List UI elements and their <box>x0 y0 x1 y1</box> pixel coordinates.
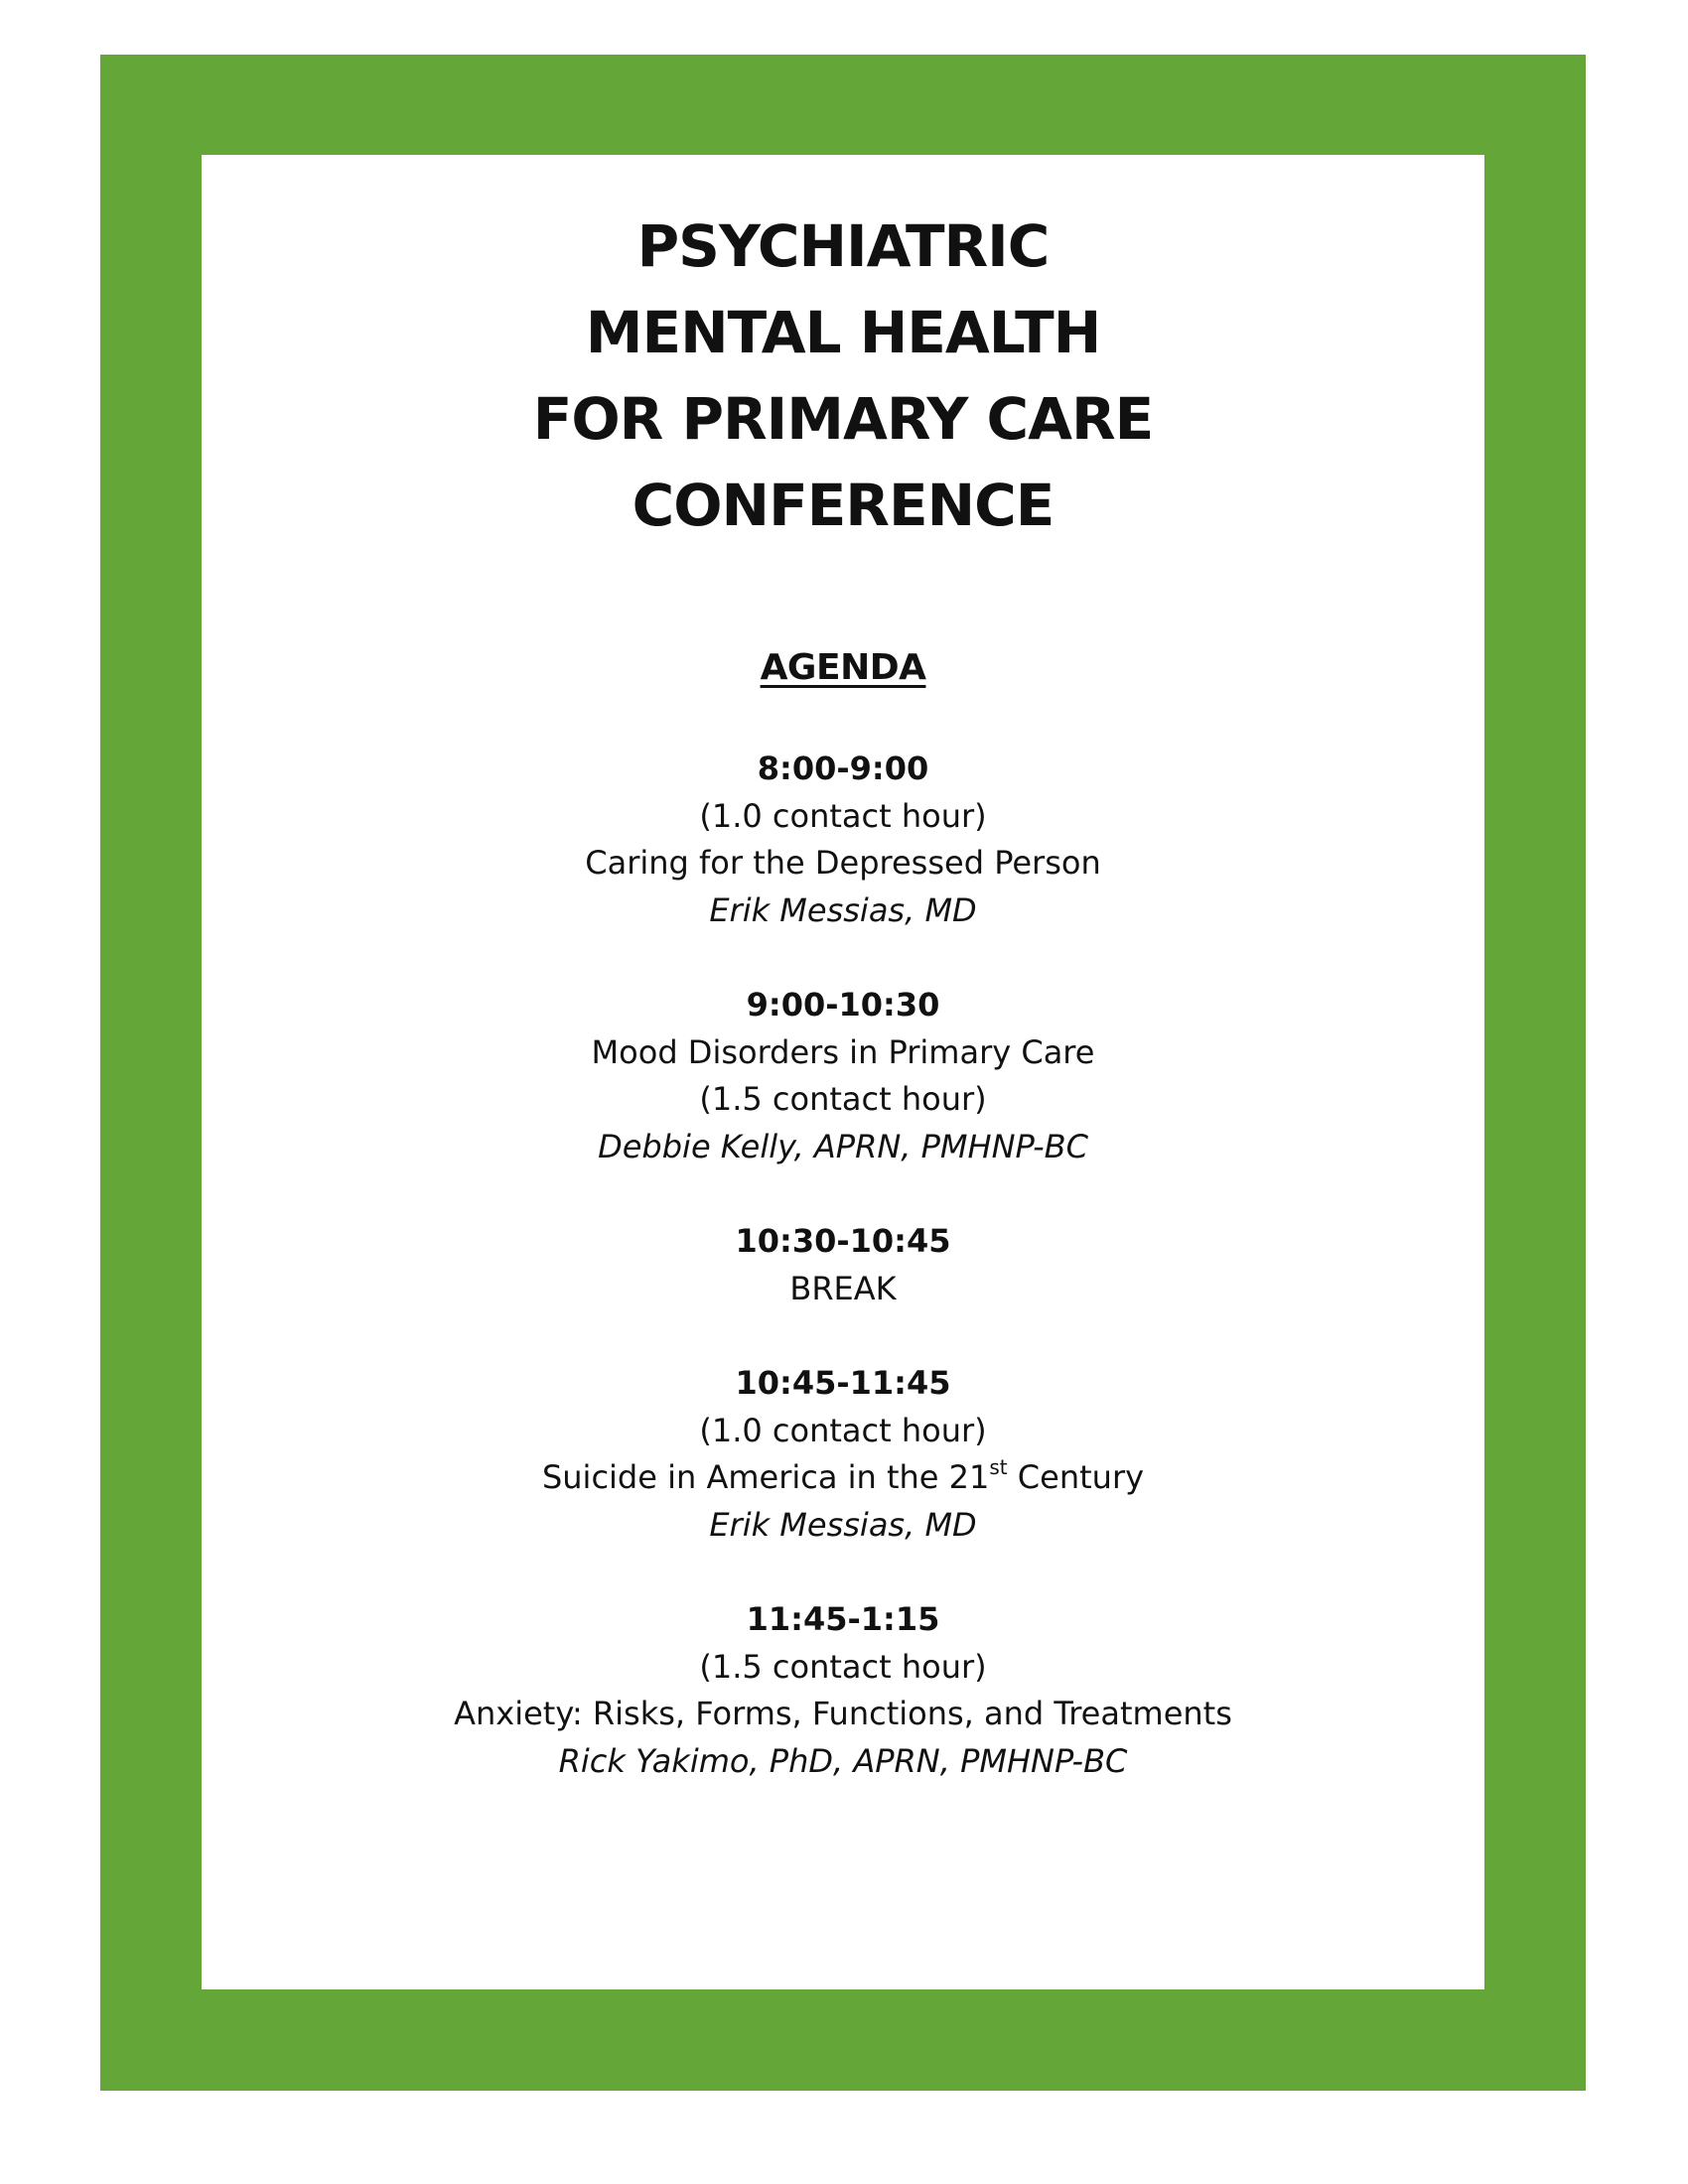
agenda-panel <box>202 155 1484 1989</box>
session-contact-hours: (1.0 contact hour) <box>699 796 987 835</box>
agenda-session <box>202 1596 1484 1785</box>
session-topic-text: Suicide in America in the 21 <box>541 1458 990 1496</box>
conference-title <box>202 155 1484 549</box>
session-time: 9:00-10:30 <box>746 986 940 1024</box>
agenda-heading: AGENDA <box>760 647 926 688</box>
session-contact-hours: (1.5 contact hour) <box>699 1080 987 1118</box>
session-time: 11:45-1:15 <box>746 1600 940 1638</box>
session-time: 8:00-9:00 <box>757 750 929 787</box>
title-line: PSYCHIATRIC <box>636 212 1050 280</box>
session-time: 10:30-10:45 <box>735 1222 951 1260</box>
agenda-session <box>202 746 1484 934</box>
agenda-list <box>202 746 1484 1785</box>
session-contact-hours: (1.5 contact hour) <box>699 1647 987 1686</box>
agenda-session <box>202 982 1484 1170</box>
session-topic: Anxiety: Risks, Forms, Functions, and Treatments <box>454 1695 1232 1732</box>
session-topic: BREAK <box>789 1269 897 1307</box>
agenda-session <box>202 1360 1484 1549</box>
session-topic: Caring for the Depressed Person <box>585 844 1101 882</box>
session-speaker: Rick Yakimo, PhD, APRN, PMHNP-BC <box>558 1741 1128 1780</box>
session-speaker: Erik Messias, MD <box>709 890 977 929</box>
session-time: 10:45-11:45 <box>735 1364 951 1402</box>
session-topic <box>202 1454 1484 1502</box>
green-border-frame <box>100 55 1586 2091</box>
ordinal-suffix: st <box>989 1455 1008 1479</box>
session-speaker: Erik Messias, MD <box>709 1505 977 1544</box>
title-line: MENTAL HEALTH <box>585 299 1101 366</box>
session-topic-text: Century <box>1007 1458 1145 1496</box>
session-contact-hours: (1.0 contact hour) <box>699 1411 987 1449</box>
title-line: FOR PRIMARY CARE <box>532 385 1154 453</box>
agenda-session <box>202 1218 1484 1312</box>
session-speaker: Debbie Kelly, APRN, PMHNP-BC <box>598 1127 1088 1165</box>
session-topic: Mood Disorders in Primary Care <box>591 1032 1095 1071</box>
title-line: CONFERENCE <box>632 472 1055 539</box>
